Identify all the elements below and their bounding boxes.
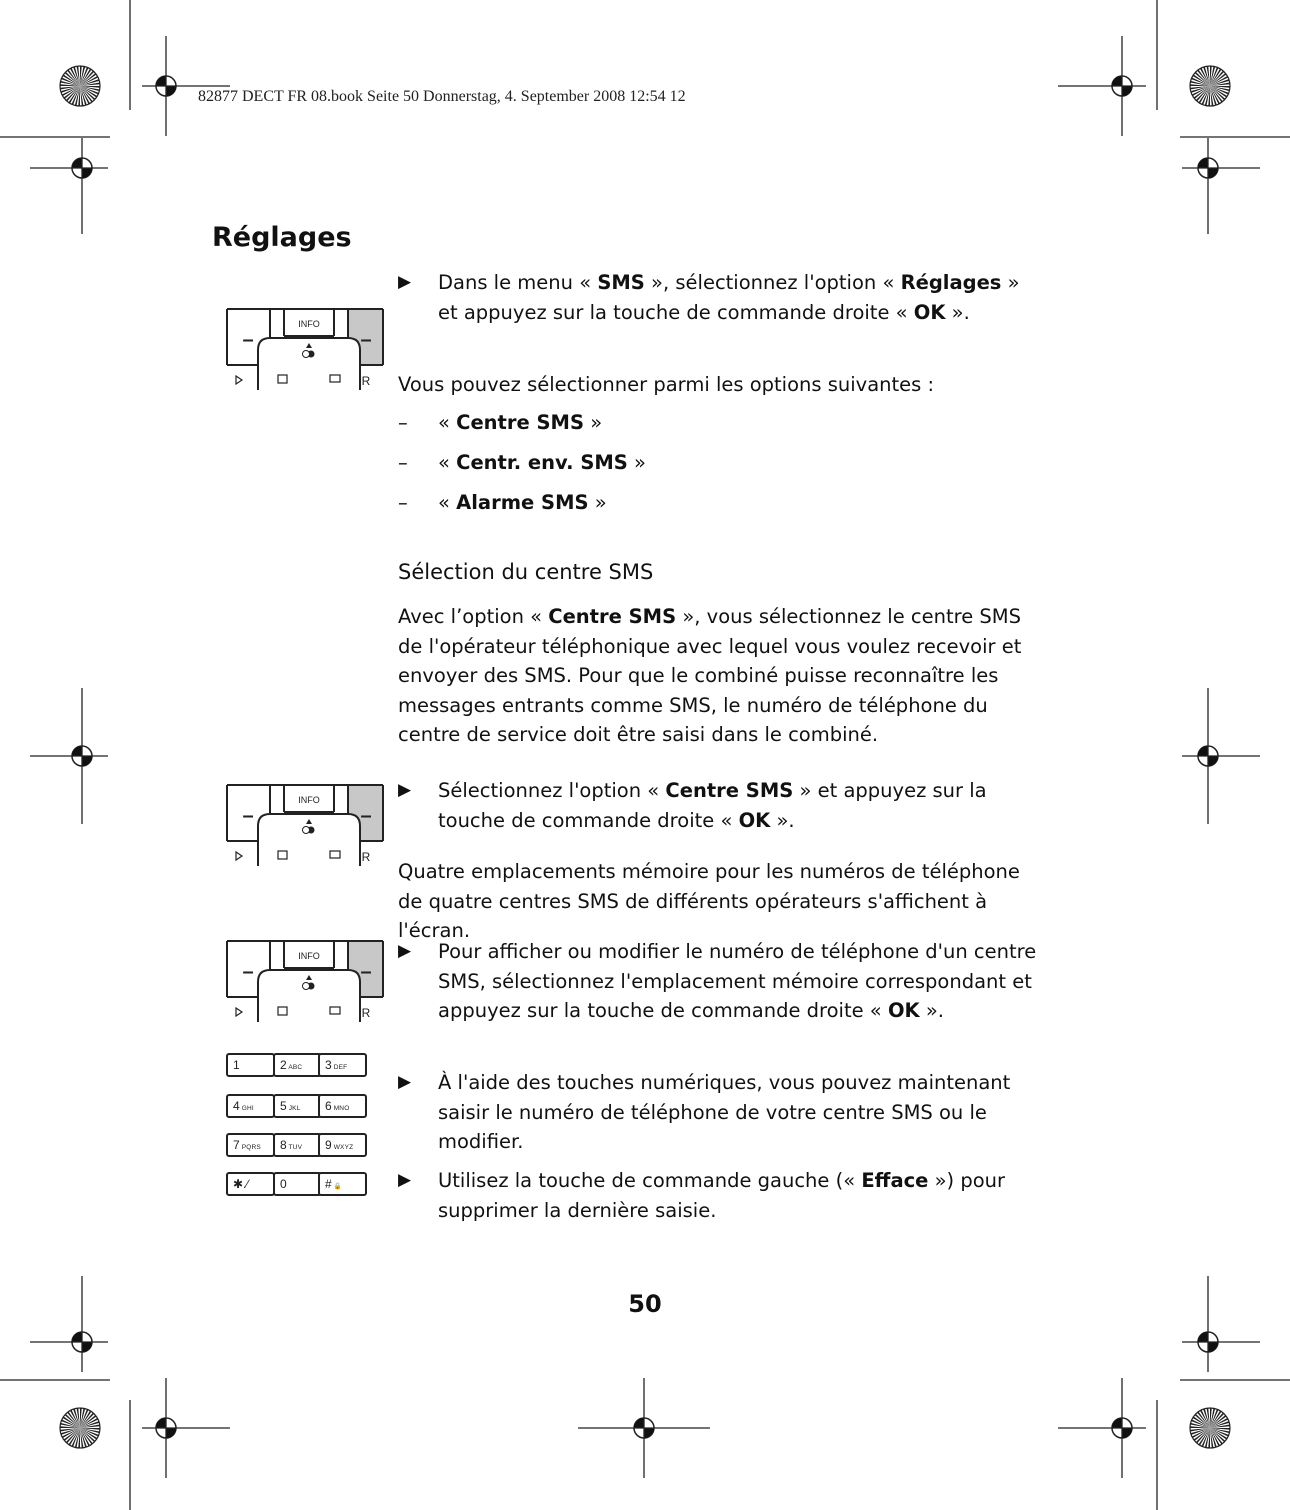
nav-pad-drawing xyxy=(226,940,384,1022)
svg-text:–: – xyxy=(242,329,254,351)
color-bar-starburst-icon xyxy=(1190,66,1230,106)
registration-mark-icon xyxy=(30,138,108,234)
registration-mark-icon xyxy=(1182,688,1260,824)
svg-text:INFO: INFO xyxy=(298,795,320,805)
registration-mark-icon xyxy=(1182,138,1260,234)
subsection-intro: Avec l’option « Centre SMS », vous sélectionnez le centre SMS de l'opérateur téléphonique avec lequel vous voulez recevoir et envoyer des SMS. Pour que le combiné puisse reconnaître les messages entrants comme SMS, le numéro de téléphone du centre de service doit être saisi dans le combiné. xyxy=(398,605,1022,746)
step-select-centre: ▶ Sélectionnez l'option « Centre SMS » et appuyez sur la touche de commande droite « OK ». xyxy=(398,776,1038,835)
options-intro: Vous pouvez sélectionner parmi les options suivantes : xyxy=(398,373,935,396)
registration-mark-icon xyxy=(1058,36,1146,136)
step-delete: ▶ Utilisez la touche de commande gauche (« Efface ») pour supprimer la dernière saisie. xyxy=(398,1166,1038,1225)
color-bar-starburst-icon xyxy=(60,1408,100,1448)
svg-text:–: – xyxy=(360,329,372,351)
nav-pad-drawing xyxy=(226,784,384,866)
svg-text:INFO: INFO xyxy=(298,319,320,329)
registration-mark-icon xyxy=(142,36,230,136)
bullet-arrow-icon: ▶ xyxy=(398,1072,412,1092)
print-slug: 82877 DECT FR 08.book Seite 50 Donnerstag, 4. September 2008 12:54 12 xyxy=(198,88,686,105)
keypad-key: 8 TUV xyxy=(273,1133,322,1157)
nav-pad-drawing xyxy=(226,308,384,390)
registration-mark-icon xyxy=(142,1378,230,1478)
step-edit-number: ▶ Pour afficher ou modifier le numéro de téléphone d'un centre SMS, sélectionnez l'emplacement mémoire correspondant et appuyez sur la touche de commande droite « OK ». xyxy=(398,937,1038,1026)
bullet-arrow-icon: ▶ xyxy=(398,1170,412,1190)
step-text: Dans le menu « SMS », sélectionnez l'option « Réglages » et appuyez sur la touche de commande droite « OK ». xyxy=(438,271,1020,324)
memory-note: Quatre emplacements mémoire pour les numéros de téléphone de quatre centres SMS de différents opérateurs s'affichent à l'écran. xyxy=(398,860,1020,942)
keypad-key: ✱.⁄ xyxy=(226,1172,275,1196)
nav-pad-illustration xyxy=(226,940,384,1020)
keypad-key: # 🔒 xyxy=(318,1172,367,1196)
keypad-key: 5 JKL xyxy=(273,1094,322,1118)
keypad-key: 0 xyxy=(273,1172,322,1196)
keypad-key: 9 WXYZ xyxy=(318,1133,367,1157)
subsection-title: Sélection du centre SMS xyxy=(398,560,654,584)
section-title: Réglages xyxy=(212,222,352,253)
nav-pad-illustration xyxy=(226,308,384,390)
keypad-key: 7 PQRS xyxy=(226,1133,275,1157)
svg-text:R: R xyxy=(361,374,371,388)
svg-text:R: R xyxy=(361,1006,371,1020)
svg-text:R: R xyxy=(361,850,371,864)
step-enter-digits: ▶ À l'aide des touches numériques, vous pouvez maintenant saisir le numéro de téléphone de votre centre SMS ou le modifier. xyxy=(398,1068,1038,1157)
svg-text:–: – xyxy=(360,961,372,983)
keypad-key: 3 DEF xyxy=(318,1053,367,1077)
keypad-key: 6 MNO xyxy=(318,1094,367,1118)
registration-mark-icon xyxy=(30,688,108,824)
page-number: 50 xyxy=(628,1290,662,1318)
keypad-key: 4 GHI xyxy=(226,1094,275,1118)
step-open-settings xyxy=(398,268,1038,327)
svg-text:–: – xyxy=(242,805,254,827)
bullet-arrow-icon: ▶ xyxy=(398,780,412,800)
svg-text:–: – xyxy=(360,805,372,827)
bullet-arrow-icon: ▶ xyxy=(398,941,412,961)
option-item: – « Alarme SMS » xyxy=(398,491,607,514)
keypad-key: 1 xyxy=(226,1053,275,1077)
option-item: – « Centr. env. SMS » xyxy=(398,451,646,474)
color-bar-starburst-icon xyxy=(60,66,100,106)
option-item: – « Centre SMS » xyxy=(398,411,603,434)
svg-text:INFO: INFO xyxy=(298,951,320,961)
keypad-key: 2 ABC xyxy=(273,1053,322,1077)
color-bar-starburst-icon xyxy=(1190,1408,1230,1448)
registration-mark-icon xyxy=(1058,1378,1146,1478)
bullet-arrow-icon: ▶ xyxy=(398,272,412,292)
registration-mark-icon xyxy=(578,1378,710,1478)
numeric-keypad-illustration xyxy=(226,1060,364,1197)
nav-pad-illustration xyxy=(226,784,384,864)
svg-text:–: – xyxy=(242,961,254,983)
